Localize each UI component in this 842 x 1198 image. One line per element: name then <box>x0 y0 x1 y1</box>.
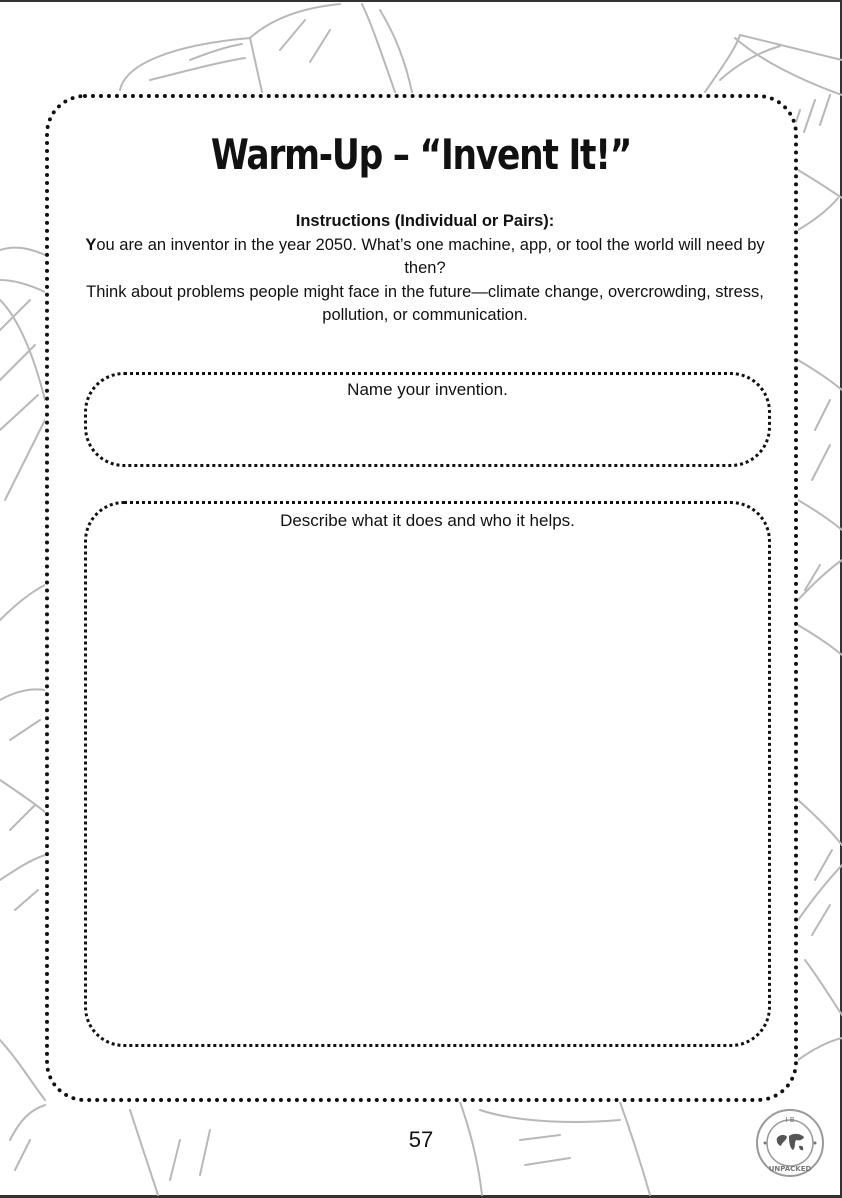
instructions-initial-letter: Y <box>85 235 97 254</box>
instructions-line-2: Think about problems people might face in the future—climate change, overcrowding, stress, pollution, or communication. <box>86 282 764 324</box>
invention-description-prompt: Describe what it does and who it helps. <box>280 511 575 530</box>
invention-name-box[interactable] <box>84 372 771 467</box>
instructions-block <box>80 210 770 328</box>
instructions-heading: Instructions (Individual or Pairs): <box>295 212 555 230</box>
instructions-line-1-text: ou are an inventor in the year 2050. What’s one machine, app, or tool the world will need by then? <box>96 235 765 277</box>
world-map-badge-icon <box>755 1108 825 1178</box>
worksheet-title: Warm-Up – “Invent It!” <box>210 130 632 179</box>
logo-bottom-text: UNPACKED <box>768 1165 812 1173</box>
page-number: 57 <box>408 1127 434 1152</box>
logo-top-text: I B <box>785 1116 795 1124</box>
invention-description-box[interactable] <box>84 501 771 1047</box>
instructions-line-1 <box>80 234 770 281</box>
invention-name-prompt: Name your invention. <box>347 380 508 399</box>
